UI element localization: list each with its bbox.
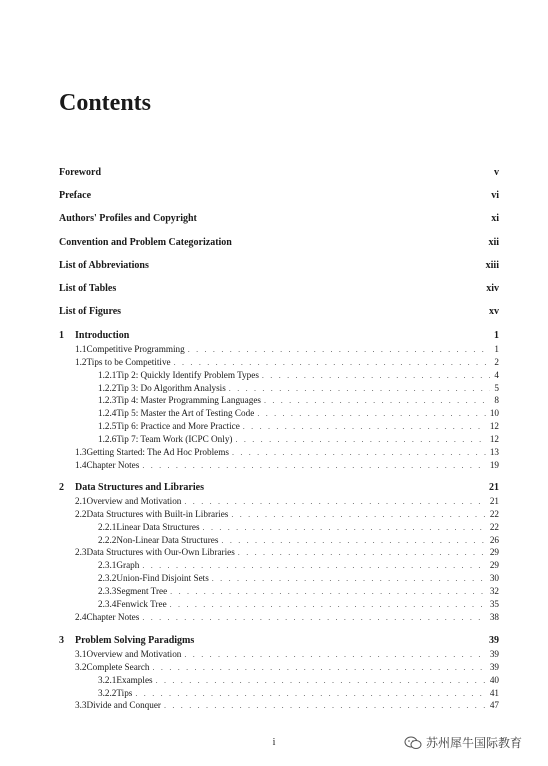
entry-number: 2.3.2 [98, 573, 117, 584]
entry-title: Data Structures and Libraries [75, 482, 204, 493]
entry-page: 47 [489, 700, 499, 711]
toc-entry-front [59, 237, 499, 250]
entry-number: 3 [59, 635, 64, 646]
toc-entry-sub [59, 383, 499, 396]
toc-entry-front [59, 167, 499, 180]
entry-title: Non-Linear Data Structures [116, 534, 219, 545]
entry-number: 2.4 [75, 611, 87, 622]
entry-title: Linear Data Structures [116, 521, 200, 532]
entry-page: 5 [494, 382, 499, 393]
toc-entry-sub [59, 586, 499, 599]
toc-entry-sec [59, 612, 499, 625]
dot-leader [142, 613, 486, 622]
wechat-icon [404, 736, 422, 750]
dot-leader [170, 587, 486, 596]
toc-entry-front [59, 306, 499, 319]
entry-title: Examples [116, 674, 153, 685]
toc-entry-sec [59, 509, 499, 522]
entry-title: Complete Search [86, 661, 150, 672]
toc-entry-front [59, 190, 499, 203]
toc-entry-sub [59, 688, 499, 701]
entry-number: 1.3 [75, 447, 87, 457]
entry-number: 2.3.3 [98, 586, 117, 597]
entry-title: Tips to be Competitive [86, 356, 171, 367]
dot-leader [170, 600, 486, 609]
entry-number: 3.2.1 [98, 674, 117, 685]
entry-title: Segment Tree [116, 586, 168, 597]
toc-entry-sec [59, 649, 499, 662]
entry-page: v [494, 167, 499, 178]
entry-title: Tip 5: Master the Art of Testing Code [116, 408, 255, 419]
dot-leader [257, 409, 486, 418]
dot-leader [264, 396, 490, 405]
entry-page: 12 [489, 421, 499, 432]
entry-page: 21 [489, 495, 499, 506]
entry-title: Tip 6: Practice and More Practice [116, 421, 240, 432]
toc-entry-ch [59, 330, 499, 343]
entry-page: 1 [494, 343, 499, 354]
entry-title: List of Tables [59, 283, 117, 294]
entry-number: 3.3 [75, 700, 87, 711]
toc-entry-sub [59, 408, 499, 421]
toc-entry-front [59, 283, 499, 296]
entry-title: Competitive Programming [86, 343, 185, 354]
entry-title: Tips [116, 687, 133, 698]
entry-title: Data Structures with Our-Own Libraries [86, 547, 235, 558]
entry-page: 38 [489, 611, 499, 622]
entry-title: Authors' Profiles and Copyright [59, 213, 197, 224]
dot-leader [174, 358, 491, 367]
entry-page: 22 [489, 521, 499, 532]
entry-page: xii [488, 237, 499, 248]
entry-page: vi [491, 190, 499, 201]
page-title: Contents [59, 90, 152, 116]
entry-page: 10 [489, 408, 499, 419]
toc-entry-sec [59, 662, 499, 675]
entry-title: Fenwick Tree [116, 599, 167, 609]
entry-title: Overview and Motivation [86, 648, 182, 659]
toc-entry-sub [59, 522, 499, 535]
entry-number: 2.3.1 [98, 560, 117, 571]
toc-entry-sub [59, 370, 499, 383]
entry-page: 39 [489, 661, 499, 672]
entry-number: 2.2.2 [98, 534, 117, 545]
entry-title: Graph [116, 560, 140, 571]
toc-entry-sub [59, 434, 499, 447]
entry-number: 1.4 [75, 459, 87, 470]
entry-title: List of Abbreviations [59, 260, 149, 271]
entry-number: 1.2.1 [98, 369, 117, 380]
entry-number: 2 [59, 482, 64, 493]
page-number: i [272, 737, 276, 748]
entry-page: xiv [486, 283, 499, 294]
entry-page: 8 [494, 395, 499, 406]
entry-title: Chapter Notes [86, 459, 140, 470]
toc-entry-front [59, 260, 499, 273]
entry-page: 29 [489, 560, 499, 571]
entry-number: 1.2.6 [98, 434, 117, 445]
toc-entry-sec [59, 447, 499, 460]
toc-entry-sub [59, 573, 499, 586]
entry-title: List of Figures [59, 306, 122, 317]
entry-page: 22 [489, 508, 499, 519]
dot-leader [184, 650, 485, 659]
entry-page: 39 [489, 648, 499, 659]
dot-leader [184, 497, 485, 506]
entry-page: 26 [489, 534, 499, 545]
entry-title: Tip 4: Master Programming Languages [116, 395, 261, 406]
entry-number: 1 [59, 330, 64, 341]
entry-number: 2.2 [75, 508, 87, 519]
dot-leader [221, 536, 485, 545]
entry-page: 12 [489, 434, 499, 445]
watermark-text: 苏州犀牛国际教育 [426, 736, 523, 750]
dot-leader [203, 523, 486, 532]
toc-entry-sub [59, 395, 499, 408]
entry-number: 1.2.3 [98, 395, 117, 406]
dot-leader [231, 510, 485, 519]
entry-page: 29 [489, 547, 499, 558]
dot-leader [135, 689, 485, 698]
dot-leader [142, 461, 486, 470]
dot-leader [238, 548, 486, 557]
entry-page: 2 [494, 356, 499, 367]
toc-entry-sub [59, 560, 499, 573]
entry-page: xv [489, 306, 499, 317]
entry-title: Foreword [59, 167, 102, 178]
entry-title: Chapter Notes [86, 611, 140, 622]
dot-leader [142, 561, 485, 570]
dot-leader [235, 435, 485, 444]
entry-number: 1.2.4 [98, 408, 117, 419]
toc-entry-sec [59, 357, 499, 370]
entry-number: 2.1 [75, 495, 87, 506]
dot-leader [188, 345, 491, 354]
entry-page: 40 [489, 674, 499, 685]
toc-entry-ch [59, 635, 499, 648]
entry-number: 2.3.4 [98, 599, 117, 609]
dot-leader [243, 422, 486, 431]
toc-entry-sub [59, 421, 499, 434]
dot-leader [232, 448, 486, 457]
toc-entry-sub [59, 535, 499, 548]
watermark [404, 734, 522, 751]
toc-entry-ch [59, 482, 499, 495]
entry-title: Getting Started: The Ad Hoc Problems [86, 447, 229, 457]
entry-title: Convention and Problem Categorization [59, 237, 232, 248]
entry-number: 1.2.2 [98, 382, 117, 393]
toc-entry-sub [59, 599, 499, 612]
entry-number: 2.3 [75, 547, 87, 558]
entry-page: 30 [489, 573, 499, 584]
entry-page: 4 [494, 369, 499, 380]
entry-page: 13 [489, 447, 499, 457]
entry-page: 41 [489, 687, 499, 698]
dot-leader [229, 384, 491, 393]
entry-number: 3.2.2 [98, 687, 117, 698]
dot-leader [212, 574, 486, 583]
entry-number: 2.2.1 [98, 521, 117, 532]
entry-number: 1.2.5 [98, 421, 117, 432]
dot-leader [262, 371, 491, 380]
entry-page: xi [491, 213, 499, 224]
entry-title: Divide and Conquer [86, 700, 161, 711]
entry-title: Tip 2: Quickly Identify Problem Types [116, 369, 259, 380]
entry-page: 32 [489, 586, 499, 597]
entry-page: xiii [485, 260, 499, 271]
toc-entry-front [59, 213, 499, 226]
toc-entry-sec [59, 460, 499, 473]
entry-page: 35 [489, 599, 499, 609]
toc-entry-sec [59, 344, 499, 357]
toc-entry-sec [59, 700, 499, 713]
entry-number: 3.1 [75, 648, 87, 659]
toc-entry-sec [59, 547, 499, 560]
entry-number: 1.2 [75, 356, 87, 367]
toc-entry-sec [59, 496, 499, 509]
entry-number: 1.1 [75, 343, 87, 354]
entry-title: Introduction [75, 330, 130, 341]
entry-title: Data Structures with Built-in Libraries [86, 508, 229, 519]
dot-leader [156, 676, 486, 685]
dot-leader [153, 663, 486, 672]
entry-title: Preface [59, 190, 92, 201]
entry-title: Tip 7: Team Work (ICPC Only) [116, 434, 233, 445]
entry-title: Problem Solving Paradigms [75, 635, 195, 646]
entry-number: 3.2 [75, 661, 87, 672]
entry-page: 1 [494, 330, 499, 341]
entry-title: Overview and Motivation [86, 495, 182, 506]
dot-leader [164, 701, 486, 710]
entry-page: 21 [489, 482, 499, 493]
entry-title: Union-Find Disjoint Sets [116, 573, 209, 584]
entry-page: 19 [489, 459, 499, 470]
toc-entry-sub [59, 675, 499, 688]
entry-page: 39 [489, 635, 499, 646]
entry-title: Tip 3: Do Algorithm Analysis [116, 382, 226, 393]
